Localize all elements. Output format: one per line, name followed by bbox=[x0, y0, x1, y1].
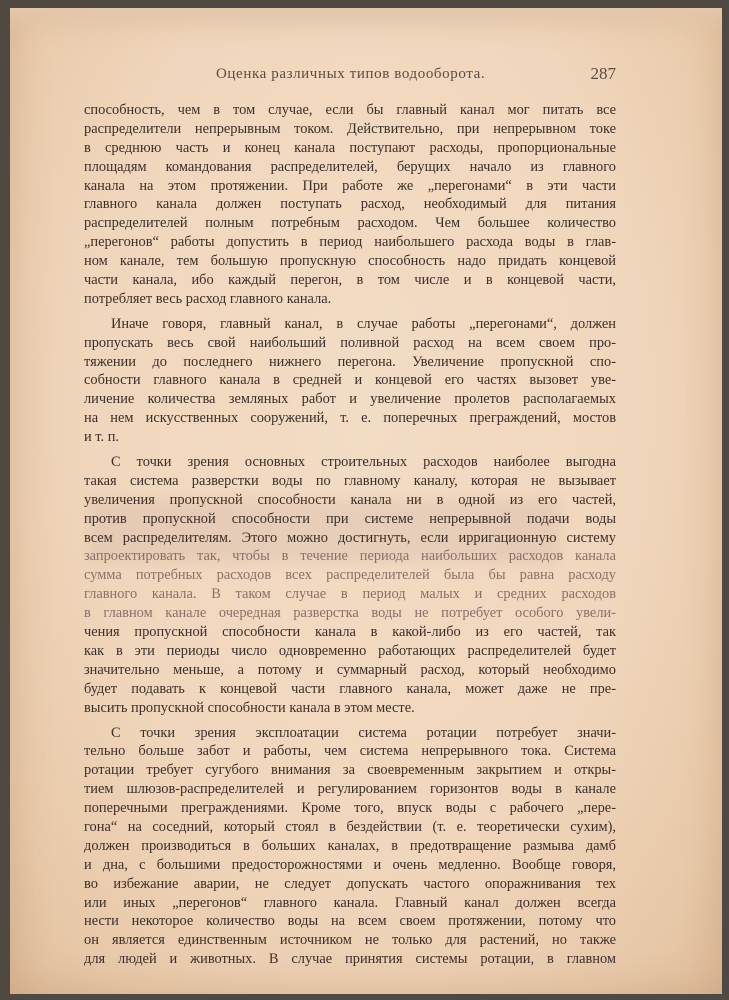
text-line: Иначе говоря, главный канал, в случае работы „перегонами“, должен bbox=[111, 315, 616, 332]
text-line: значительно меньше, а потому и суммарный расход, который необходимо bbox=[84, 661, 616, 678]
text-line: С точки зрения эксплоатации система ротации потребует значи- bbox=[111, 724, 616, 741]
text-line: части канала, ибо каждый перегон, в том числе и в концевой части, bbox=[84, 272, 616, 289]
paragraph bbox=[84, 724, 616, 970]
text-line: должен производиться в больших каналах, в предотвращение размыва дамб bbox=[84, 837, 616, 854]
text-line: он является единственным источником не только для растений, но также bbox=[84, 932, 616, 949]
body-text bbox=[84, 101, 616, 969]
text-line: пропускать весь свой наибольший поливной расход на всем своем про- bbox=[84, 334, 616, 351]
text-line: будет подавать к концевой части главного канала, может даже не пре- bbox=[84, 680, 616, 697]
text-line: поперечными преграждениями. Кроме того, впуск воды с рабочего „пере- bbox=[84, 800, 616, 817]
text-line: тяжении до последнего нижнего перегона. Увеличение пропускной спо- bbox=[84, 353, 616, 370]
text-line: или иных „перегонов“ главного канала. Главный канал должен всегда bbox=[84, 894, 616, 911]
running-title: Оценка различных типов водооборота. bbox=[216, 66, 486, 82]
text-line: сумма потребных расходов всех распределителей была бы равна расходу bbox=[84, 567, 616, 584]
text-line: площадям командования распределителей, берущих начало из главного bbox=[84, 158, 616, 175]
text-line: канала на этом протяжении. При работе же „перегонами“ в эти части bbox=[84, 177, 616, 194]
paragraph bbox=[84, 315, 616, 447]
text-line: главного канала. В таком случае в период малых и средних расходов bbox=[84, 586, 616, 603]
text-line: ротации требует сугубого внимания за своевременным закрытием и откры- bbox=[84, 762, 616, 779]
text-line: всем распределителям. Этого можно достигнуть, если ирригационную систему bbox=[84, 529, 616, 546]
text-line: распределителей полным потребным расходом. Чем большее количество bbox=[84, 215, 616, 232]
text-line: потребляет весь расход главного канала. bbox=[84, 290, 332, 307]
text-line: тельно больше забот и работы, чем система непрерывного тока. Система bbox=[84, 743, 616, 760]
text-line: высить пропускной способности канала в этом месте. bbox=[84, 699, 415, 716]
text-line: против пропускной способности при системе непрерывной подачи воды bbox=[84, 510, 616, 527]
page-header bbox=[86, 66, 616, 88]
text-line: такая система разверстки воды по главному каналу, которая не вызывает bbox=[84, 472, 616, 489]
text-line: ном канале, тем большую пропускную способность надо придать концевой bbox=[84, 253, 616, 270]
text-line: собности главного канала в средней и концевой его частях вызовет уве- bbox=[84, 372, 616, 389]
text-line: во избежание аварии, не следует допускать частого опоражнивания тех bbox=[84, 875, 616, 892]
text-line: в главном канале очередная разверстка воды не потребует особого увели- bbox=[84, 605, 616, 622]
text-line: гона“ на соседний, который стоял в бездействии (т. е. теоретически сухим), bbox=[84, 818, 616, 835]
text-line: распределители непрерывным током. Действительно, при непрерывном токе bbox=[84, 120, 616, 137]
text-line: нести некоторое количество воды на всем своем протяжении, потому что bbox=[84, 913, 616, 930]
text-line: и т. п. bbox=[84, 429, 119, 446]
text-line: главного канала должен поступать расход, необходимый для питания bbox=[84, 196, 616, 213]
text-line: как в эти периоды число одновременно работающих распределителей будет bbox=[84, 642, 616, 659]
paragraph bbox=[84, 453, 616, 717]
text-line: „перегонов“ работы допустить в период наибольшего расхода воды в глав- bbox=[84, 234, 616, 251]
text-line: для людей и животных. В случае принятия системы ротации, в главном bbox=[84, 951, 616, 968]
text-line: личение количества земляных работ и увеличение пролетов располагаемых bbox=[84, 391, 616, 408]
text-line: увеличения пропускной способности канала ни в одной из его частей, bbox=[84, 491, 616, 508]
text-line: запроектировать так, чтобы в течение периода наибольших расходов канала bbox=[84, 548, 616, 565]
text-line: тием шлюзов-распределителей и регулированием горизонтов воды в канале bbox=[84, 781, 616, 798]
text-line: способность, чем в том случае, если бы главный канал мог питать все bbox=[84, 102, 616, 118]
text-line: чения пропускной способности канала в какой-либо из его частей, так bbox=[84, 624, 616, 641]
paragraph bbox=[84, 101, 616, 309]
text-line: на нем искусственных сооружений, т. е. поперечных преграждений, мостов bbox=[84, 410, 616, 427]
text-line: в среднюю часть и конец канала поступают расходы, пропорциональные bbox=[84, 139, 616, 156]
text-line: С точки зрения основных строительных расходов наиболее выгодна bbox=[111, 454, 616, 471]
page-number: 287 bbox=[590, 64, 616, 83]
text-line: и дна, с большими предосторожностями и очень медленно. Вообще говоря, bbox=[84, 856, 616, 873]
